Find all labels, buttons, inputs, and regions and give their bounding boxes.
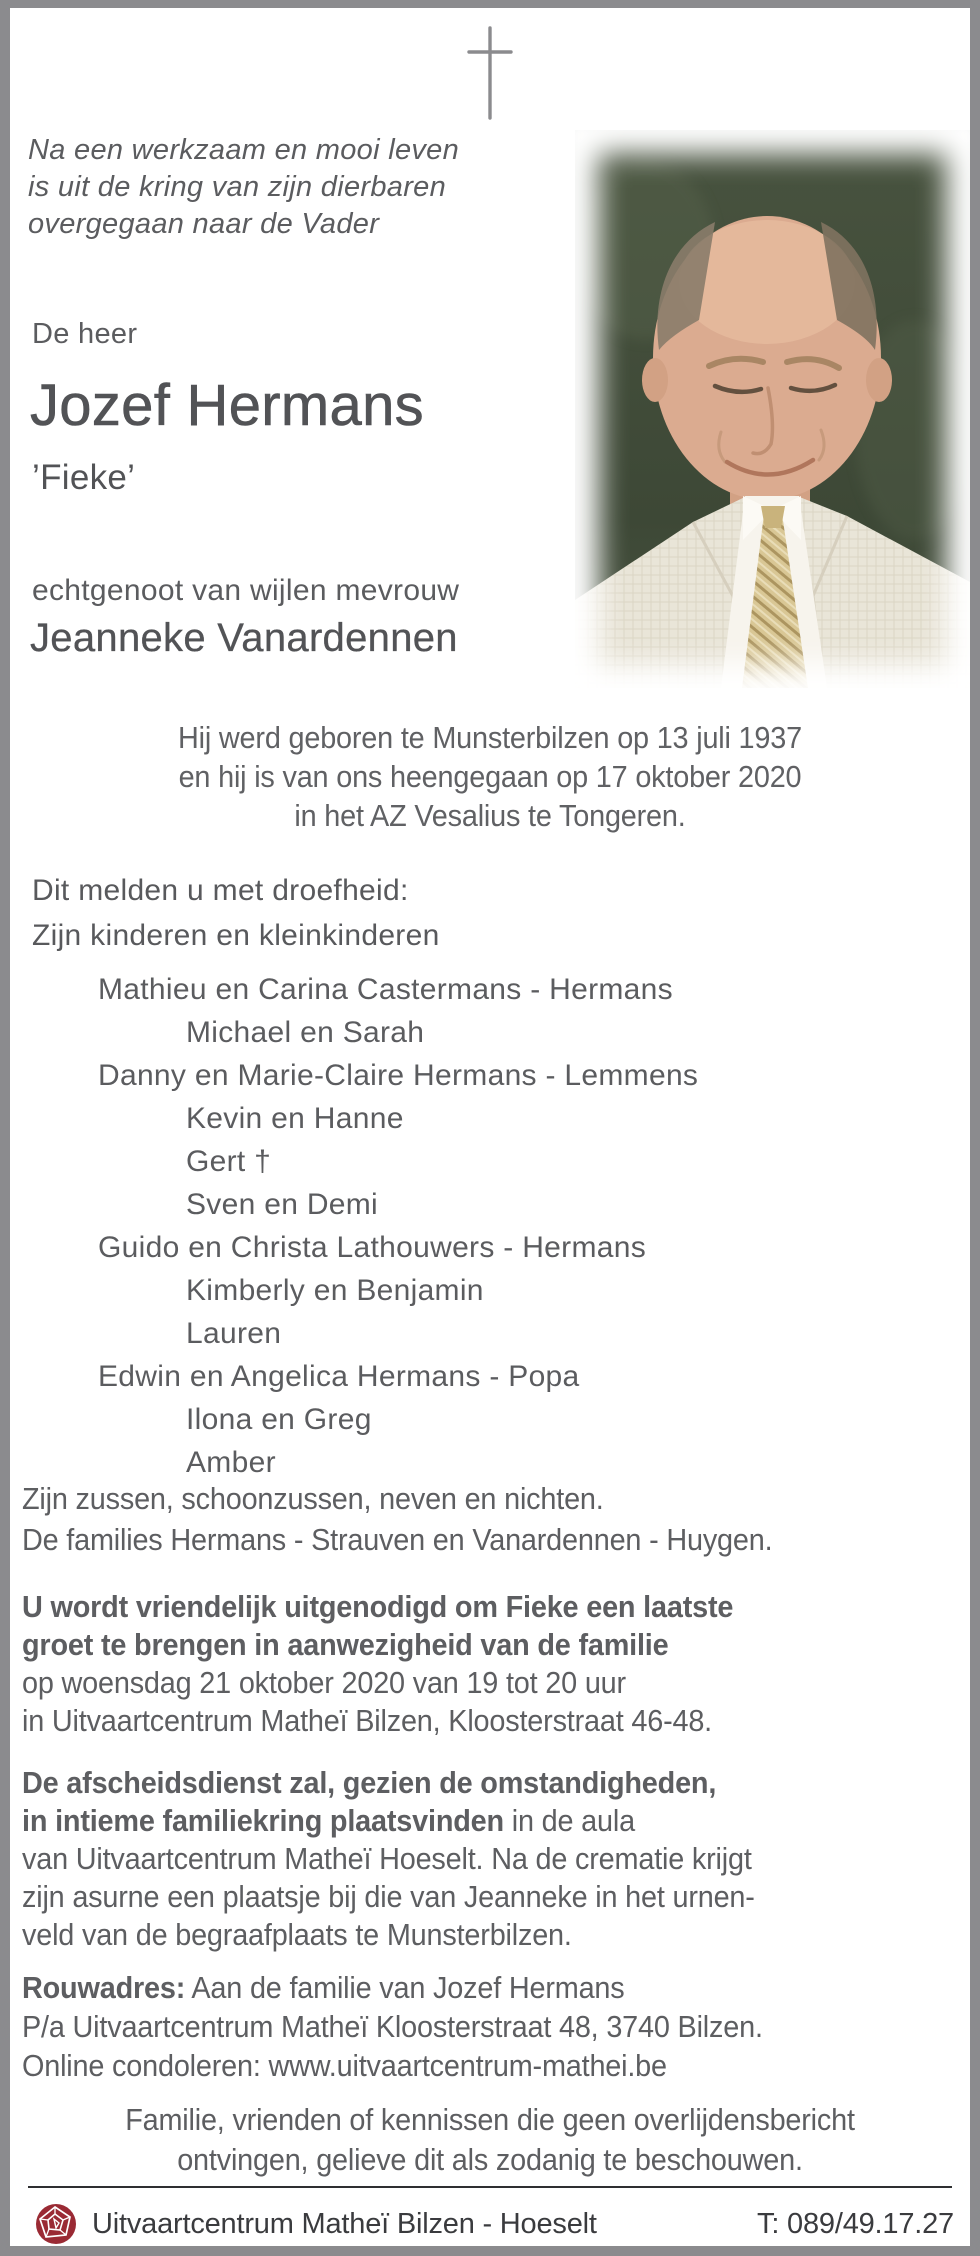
relatives: [22, 1478, 772, 1560]
announcement: [32, 868, 440, 958]
salutation: De heer: [32, 318, 138, 350]
mourning-rest: Aan de familie van Jozef Hermans: [185, 1970, 625, 2005]
family-member: Danny en Marie-Claire Hermans - Lemmens: [98, 1059, 699, 1092]
life-dates-line: en hij is van ons heengegaan op 17 oktober 2020: [178, 759, 802, 794]
portrait-photo: [575, 130, 970, 688]
visitation-line: groet te brengen in aanwezigheid van de familie: [22, 1627, 669, 1662]
service-line: [22, 1916, 755, 1954]
service-line-regular: veld van de begraafplaats te Munsterbilzen.: [22, 1917, 572, 1952]
relatives-line: De families Hermans - Strauven en Vanardennen - Huygen.: [22, 1522, 773, 1557]
family-list: [10, 968, 698, 1484]
footer: [34, 2200, 954, 2248]
service-line-bold: in intieme familiekring plaatsvinden: [22, 1803, 504, 1838]
general-notice: [44, 2100, 937, 2180]
mourning-line: [22, 2046, 763, 2085]
service-line: [22, 1840, 755, 1878]
funeral-home-phone: T: 089/49.17.27: [757, 2207, 954, 2240]
service-paragraph: [22, 1764, 755, 1954]
service-line: [22, 1802, 755, 1840]
relatives-line: Zijn zussen, schoonzussen, neven en nichten.: [22, 1481, 604, 1516]
announcement-children-header: Zijn kinderen en kleinkinderen: [32, 919, 440, 952]
family-member: Gert †: [186, 1145, 272, 1178]
deceased-name: Jozef Hermans: [30, 373, 424, 438]
notice-line: Familie, vrienden of kennissen die geen overlijdensbericht: [125, 2102, 855, 2137]
family-member: Mathieu en Carina Castermans - Hermans: [98, 973, 673, 1006]
verse-line: Na een werkzaam en mooi leven: [28, 134, 460, 166]
verse-line: overgegaan naar de Vader: [28, 208, 380, 240]
mourning-label: Rouwadres:: [22, 1970, 186, 2005]
cross-icon: [10, 26, 970, 125]
notice-line: ontvingen, gelieve dit als zodanig te beschouwen.: [177, 2142, 803, 2177]
rose-logo-icon: [34, 2202, 78, 2246]
announcement-sorrow: Dit melden u met droefheid:: [32, 874, 409, 907]
visitation-line: U wordt vriendelijk uitgenodigd om Fieke een laatste: [22, 1589, 734, 1624]
funeral-home-name: Uitvaartcentrum Matheï Bilzen - Hoeselt: [92, 2207, 597, 2240]
family-member: Edwin en Angelica Hermans - Popa: [98, 1360, 580, 1393]
family-member: Michael en Sarah: [186, 1016, 425, 1049]
service-line-bold: De afscheidsdienst zal, gezien de omstandigheden,: [22, 1765, 717, 1800]
service-line-regular: in de aula: [503, 1803, 635, 1838]
mourning-line: [22, 1968, 763, 2007]
visitation-line: in Uitvaartcentrum Matheï Bilzen, Kloosterstraat 46-48.: [22, 1703, 713, 1738]
footer-divider: [28, 2186, 952, 2188]
life-dates: [44, 718, 937, 835]
family-member: Kevin en Hanne: [186, 1102, 404, 1135]
service-line: [22, 1764, 755, 1802]
verse-line: is uit de kring van zijn dierbaren: [28, 171, 447, 203]
life-dates-line: in het AZ Vesalius te Tongeren.: [294, 798, 686, 833]
mourning-address: [22, 1968, 763, 2085]
service-line: [22, 1878, 755, 1916]
service-line-regular: zijn asurne een plaatsje bij die van Jeanneke in het urnen-: [22, 1879, 755, 1914]
family-member: Kimberly en Benjamin: [186, 1274, 484, 1307]
opening-verse: [28, 132, 459, 243]
visitation-paragraph: [22, 1588, 733, 1740]
visitation-line: op woensdag 21 oktober 2020 van 19 tot 20 uur: [22, 1665, 626, 1700]
family-member: Ilona en Greg: [186, 1403, 372, 1436]
mourning-line: P/a Uitvaartcentrum Matheï Kloosterstraat 48, 3740 Bilzen.: [22, 2009, 763, 2044]
spouse-name: Jeanneke Vanardennen: [30, 616, 458, 660]
deceased-nickname: ’Fieke’: [32, 458, 136, 497]
life-dates-line: Hij werd geboren te Munsterbilzen op 13 juli 1937: [178, 720, 802, 755]
family-member: Guido en Christa Lathouwers - Hermans: [98, 1231, 647, 1264]
spouse-intro: echtgenoot van wijlen mevrouw: [32, 574, 460, 607]
family-member: Lauren: [186, 1317, 282, 1350]
family-member: Amber: [186, 1446, 276, 1479]
condolence-label: Online condoleren:: [22, 2048, 269, 2083]
condolence-url[interactable]: www.uitvaartcentrum-mathei.be: [268, 2048, 667, 2083]
family-member: Sven en Demi: [186, 1188, 379, 1221]
service-line-regular: van Uitvaartcentrum Matheï Hoeselt. Na de crematie krijgt: [22, 1841, 752, 1876]
